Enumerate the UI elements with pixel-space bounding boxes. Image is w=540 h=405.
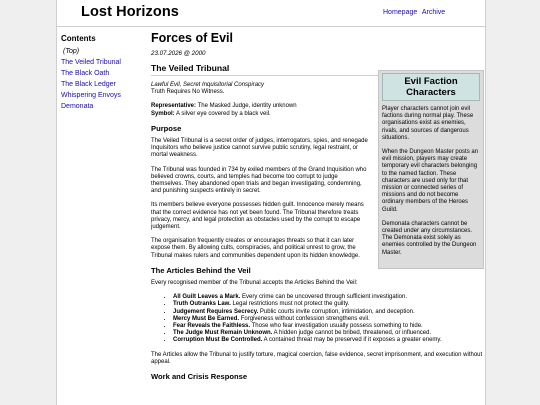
toc-item-veiled-tribunal — [61, 57, 143, 68]
faction-motto: Truth Requires No Witness. — [151, 89, 225, 96]
articles-heading: The Articles Behind the Veil — [151, 265, 251, 275]
archive-link[interactable]: Archive — [421, 9, 446, 16]
toc-item-label: (Top) — [63, 48, 80, 55]
toc-item-black-ledger — [61, 79, 143, 90]
infobox-paragraph: Player characters cannot join evil factions during normal play. These organisations exist as enemies, rivals, and sources of dangerous situations. — [382, 106, 474, 141]
toc-link-black-ledger[interactable]: The Black Ledger — [61, 81, 116, 88]
purpose-paragraph: The Tribunal was founded in 734 by exiled members of the Grand Inquisition who believed crowns, courts, and temples had become too corrupt to judge themselves. They abandoned open trials and began investigating, condemning, and punishing suspects entirely in secret. — [151, 166, 367, 195]
article-item-title: All Guilt Leaves a Mark. — [173, 294, 241, 301]
evil-faction-infobox — [378, 70, 484, 269]
article-item-title: Judgement Requires Secrecy. — [173, 308, 259, 315]
representative-label: Representative: — [151, 103, 197, 110]
list-item — [173, 294, 483, 301]
article-item-title: Mercy Must Be Earned. — [173, 315, 240, 322]
toc-link-whispering-envoys[interactable]: Whispering Envoys — [61, 92, 121, 99]
toc-item-top[interactable] — [61, 46, 143, 57]
representative-value: The Masked Judge, identity unknown — [196, 103, 297, 110]
list-item — [173, 301, 483, 308]
article-item-text: A hidden judge cannot be bribed, threatened, or influenced. — [272, 330, 432, 337]
section-heading: The Veiled Tribunal — [151, 63, 483, 76]
list-item — [173, 323, 483, 330]
toc-link-veiled-tribunal[interactable]: The Veiled Tribunal — [61, 59, 121, 66]
article-item-title: Fear Reveals the Faithless. — [173, 323, 251, 330]
purpose-heading: Purpose — [151, 123, 182, 133]
symbol-label: Symbol: — [151, 110, 175, 117]
faction-summary — [151, 82, 369, 260]
article-item-title: Truth Outranks Law. — [173, 301, 231, 308]
list-item — [173, 330, 483, 337]
list-item — [173, 316, 483, 323]
table-of-contents — [61, 34, 143, 112]
infobox-title: Evil Faction Characters — [382, 73, 480, 101]
article-item-text: Those who fear investigation usually possess something to hide. — [250, 323, 423, 330]
articles-section — [151, 267, 483, 380]
purpose-paragraph: Its members believe everyone possesses hidden guilt. Innocence merely means that the correct evidence has not yet been found. The Tribunal therefore treats privacy, mercy, and legal protection as obstacles used by the corrupt to escape judgement. — [151, 202, 364, 231]
purpose-paragraph: The Veiled Tribunal is a secret order of judges, interrogators, spies, and renegade Inquisitors who believe justice cannot survive public scrutiny, legal restraint, or mortal weakness. — [151, 138, 368, 159]
toc-item-black-oath — [61, 68, 143, 79]
toc-title: Contents — [61, 34, 96, 43]
site-header — [57, 0, 486, 27]
infobox-paragraph: When the Dungeon Master posts an evil mission, players may create temporary evil characters belonging to the named faction. These characters are used only for that mission or connected series of missions and do not become ordinary members of the Heroes Guild. — [382, 149, 479, 213]
article-item-text: Public courts invite corruption, intimidation, and deception. — [258, 308, 415, 315]
article-item-title: Corruption Must Be Controlled. — [173, 337, 263, 344]
article-item-text: Legal restrictions must not protect the guilty. — [230, 301, 350, 308]
articles-intro: Every recognised member of the Tribunal accepts the Articles Behind the Veil: — [151, 280, 358, 287]
faction-details — [151, 103, 369, 117]
symbol-value: A silver eye covered by a black veil. — [174, 110, 271, 117]
articles-list — [151, 294, 483, 344]
page-container — [56, 0, 486, 405]
article-item-text: A contained threat may be preserved if it exposes a greater enemy. — [262, 337, 442, 344]
article-date: 23.07.2026 @ 2000 — [151, 50, 206, 57]
purpose-paragraph: The organisation frequently creates or encourages threats so that it can later expose them. By allowing cults, conspiracies, and political unrest to grow, the Tribunal makes rulers and communities dependent upon its hidden knowledge. — [151, 238, 360, 259]
top-nav — [383, 9, 448, 16]
article-item-title: The Judge Must Remain Unknown. — [173, 330, 273, 337]
articles-outro: The Articles allow the Tribunal to justify torture, magical coercion, false evidence, secret imprisonment, and execution without appeal. — [151, 351, 483, 365]
infobox-paragraph: Demonata characters cannot be created under any circumstances. The Demonata exist solely as enemies controlled by the Dungeon Master. — [382, 220, 477, 256]
toc-item-whispering-envoys — [61, 90, 143, 101]
list-item — [173, 309, 483, 316]
toc-link-black-oath[interactable]: The Black Oath — [61, 70, 110, 77]
alignment-text: Lawful Evil, Secret Inquisitorial Conspiracy — [151, 82, 265, 88]
list-item — [173, 337, 483, 344]
next-section-heading: Work and Crisis Response — [151, 372, 248, 382]
article-item-text: Forgiveness without confession strengthens evil. — [239, 315, 370, 322]
toc-item-demonata — [61, 101, 143, 112]
article-item-text: Every crime can be uncovered through sufficient investigation. — [240, 294, 408, 301]
homepage-link[interactable]: Homepage — [383, 9, 418, 16]
site-title[interactable]: Lost Horizons — [81, 4, 179, 20]
faction-alignment — [151, 82, 369, 89]
page-title: Forces of Evil — [151, 31, 233, 45]
toc-list — [61, 46, 143, 112]
toc-link-demonata[interactable]: Demonata — [61, 103, 94, 110]
